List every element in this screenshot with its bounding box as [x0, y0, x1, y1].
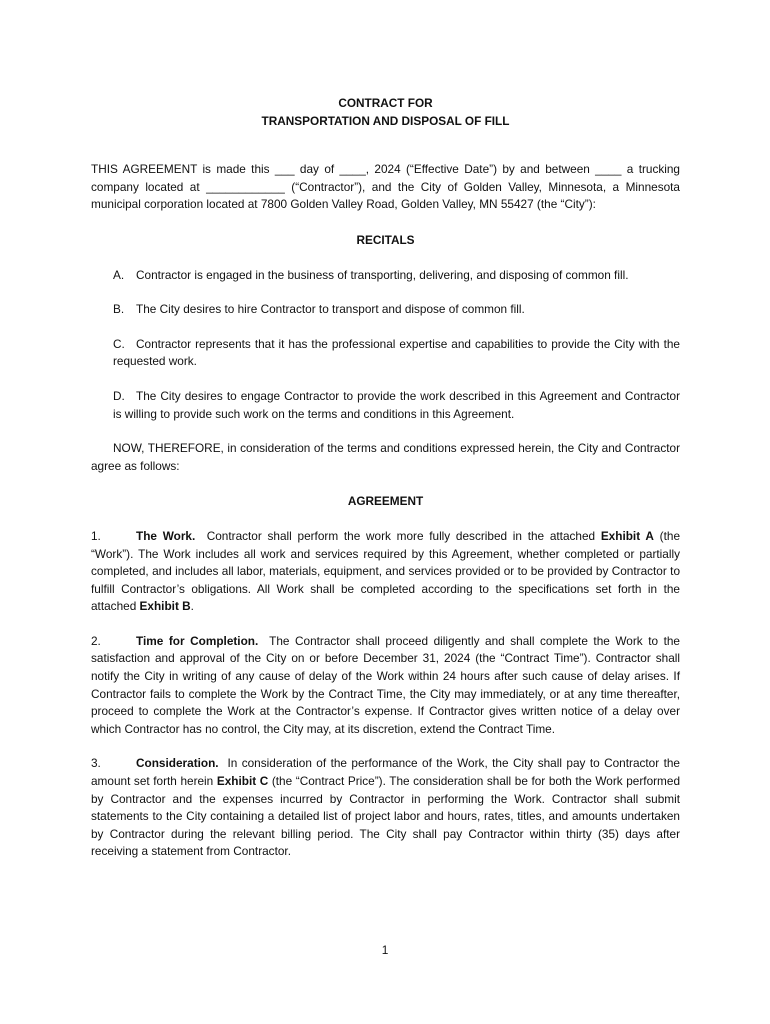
recital-item: [113, 301, 680, 319]
now-therefore-paragraph: NOW, THEREFORE, in consideration of the terms and conditions expressed herein, the City and Contractor agree as follows:: [91, 441, 680, 473]
section-consideration: [91, 755, 680, 861]
recital-letter: B.: [113, 302, 125, 317]
document-title: [91, 95, 680, 130]
recital-letter: A.: [113, 267, 125, 282]
section-text: (the “Work”). The Work includes all work and services required by this Agreement, whether completed or partially completed, and includes all labor, materials, equipment, and services provided or to be provided by Contractor to fulfill Contractor’s obligations. All Work shall be completed according to the specifications set forth in the attached: [91, 528, 681, 614]
section-text: The Contractor shall proceed diligently and shall complete the Work to the satisfaction and approval of the City on or before December 31, 2024 (the “Contract Time”). Contractor shall notify the City in writing of any cause of delay of the Work within 24 hours after such cause of delay arises. If Contractor fails to complete the Work by the Contract Time, the City may immediately, or at any time thereafter, proceed to complete the Work at the Contractor’s expense. If Contractor gives written notice of a delay over which Contractor has no control, the City may, at its discretion, extend the Contract Time.: [91, 633, 680, 736]
recital-item: [113, 267, 680, 285]
recital-item: [113, 336, 680, 371]
section-number: 1.: [91, 528, 101, 543]
document-body: [91, 95, 680, 861]
agreement-heading: AGREEMENT: [347, 494, 424, 509]
recital-letter: C.: [113, 336, 125, 351]
section-text: (the “Contract Price”). The consideration shall be for both the Work performed by Contractor and the expenses incurred by Contractor in performing the Work. Contractor shall submit statements to the City containing a detailed list of project labor and hours, rates, titles, and amounts undertaken by Contractor during the relevant billing period. The City shall pay Contractor within thirty (35) days after receiving a statement from Contractor.: [91, 774, 681, 859]
section-time-for-completion: [91, 633, 680, 739]
title-line-2: TRANSPORTATION AND DISPOSAL OF FILL: [261, 113, 510, 128]
section-title: The Work.: [136, 528, 196, 543]
recital-text: Contractor is engaged in the business of transporting, delivering, and disposing of common fill.: [136, 267, 629, 282]
section-the-work: [91, 528, 680, 616]
recital-item: [113, 388, 680, 423]
page-number: 1: [381, 943, 389, 957]
title-line-1: CONTRACT FOR: [338, 96, 433, 110]
recital-letter: D.: [113, 388, 125, 403]
section-title: Consideration.: [136, 756, 219, 771]
section-title: Time for Completion.: [136, 633, 259, 648]
section-text: .: [190, 599, 194, 614]
exhibit-a-reference: Exhibit A: [600, 528, 654, 543]
intro-paragraph: THIS AGREEMENT is made this ___ day of ____, 2024 (“Effective Date”) by and between ____ a trucking company located at ____________ (“Contractor”), and the City of Golden Valley, Minnesota, a Minnesota municipal corporation located at 7800 Golden Valley Road, Golden Valley, MN 55427 (the “City”):: [91, 162, 680, 212]
section-number: 3.: [91, 756, 101, 771]
recital-text: Contractor represents that it has the professional expertise and capabilities to provide the City with the requested work.: [113, 336, 680, 369]
exhibit-c-reference: Exhibit C: [216, 774, 269, 789]
section-text: Contractor shall perform the work more fully described in the attached: [206, 528, 601, 543]
exhibit-b-reference: Exhibit B: [139, 599, 191, 614]
section-number: 2.: [91, 633, 101, 648]
recital-text: The City desires to hire Contractor to transport and dispose of common fill.: [136, 302, 525, 317]
recitals-heading: RECITALS: [356, 232, 415, 247]
section-text: In consideration of the performance of the Work, the City shall pay to Contractor the amount set forth herein: [91, 756, 680, 789]
recital-text: The City desires to engage Contractor to provide the work described in this Agreement and Contractor is willing to provide such work on the terms and conditions in this Agreement.: [113, 388, 680, 421]
